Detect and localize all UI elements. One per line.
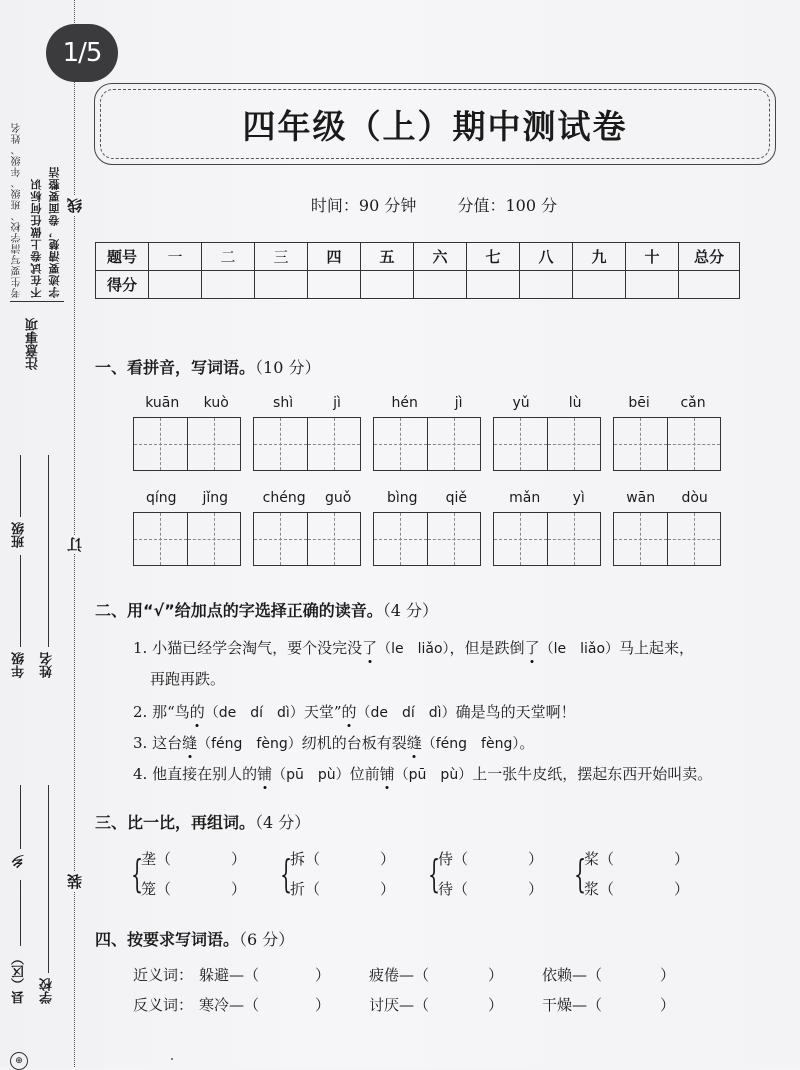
pronunciation-options[interactable]: （pū pù）: [394, 767, 473, 783]
score-cell[interactable]: [202, 271, 255, 299]
score-cell[interactable]: [308, 271, 361, 299]
close-paren: ）: [488, 996, 504, 1014]
compare-pair: { 垄（ 笼（ ） ）: [131, 850, 247, 898]
cut-mark-bind: 订: [66, 537, 84, 552]
score-row-header: 得分: [96, 271, 149, 299]
dotted-char: 了: [524, 639, 540, 657]
writing-grid[interactable]: [253, 417, 361, 471]
synonym-item: 依赖—（: [542, 966, 603, 984]
section-3-title: [95, 810, 310, 833]
col-3: 三: [255, 243, 308, 271]
question-2-3: 3. 这台缝（féng fèng）纫机的台板有裂缝（féng fèng）。: [133, 734, 535, 752]
close-paren: ）: [660, 966, 676, 984]
binding-dotted-line: [74, 0, 75, 1067]
score-table-score-row: [96, 271, 740, 299]
col-6: 六: [414, 243, 467, 271]
school-label: 学校: [40, 978, 55, 1004]
question-2-1: 1. 小猫已经学会淘气，要个没完没了（le liǎo），但是跌倒了（le liǎo）马上起来，: [133, 639, 695, 657]
name-input-line[interactable]: [48, 455, 49, 647]
section-2-points: （4 分）: [382, 601, 438, 620]
section-4-points: （6 分）: [239, 930, 295, 949]
writing-grid[interactable]: [373, 417, 481, 471]
total-points: 分值：100 分: [457, 196, 558, 215]
question-number-header: 题号: [96, 243, 149, 271]
pinyin: mǎn: [509, 490, 541, 506]
pinyin: bìng: [387, 490, 418, 506]
writing-grid[interactable]: [493, 512, 601, 566]
note-line-1: 考生要写清学校、班级、年级、姓名: [12, 122, 23, 298]
pronunciation-options[interactable]: （féng fèng）: [421, 736, 520, 752]
score-cell[interactable]: [149, 271, 202, 299]
township-input-line[interactable]: [20, 785, 21, 849]
col-5: 五: [361, 243, 414, 271]
pinyin: chéng: [262, 490, 306, 506]
cut-mark-line: 线: [66, 198, 84, 213]
notes-block: [6, 88, 64, 298]
close-paren: ）: [315, 966, 331, 984]
cut-mark-staple: 装: [66, 874, 84, 889]
writing-grid[interactable]: [133, 512, 241, 566]
pinyin: wān: [626, 490, 656, 506]
pinyin-item: [493, 395, 601, 471]
question-2-2: 2. 那“鸟的（de dí dì）天堂”的（de dí dì）确是鸟的天堂啊！: [133, 703, 576, 721]
col-1: 一: [149, 243, 202, 271]
pronunciation-options[interactable]: （de dí dì）: [204, 705, 304, 721]
writing-grid[interactable]: [613, 512, 721, 566]
antonym-item: 干燥—（: [542, 996, 603, 1014]
pinyin: kuò: [203, 395, 229, 411]
print-speck: [171, 1058, 173, 1060]
county-input-line[interactable]: [20, 880, 21, 946]
township-label: 乡: [12, 855, 27, 868]
score-cell[interactable]: [520, 271, 573, 299]
dotted-char: 了: [362, 639, 378, 657]
score-table-header-row: [96, 243, 740, 271]
dotted-char: 铺: [379, 765, 395, 783]
section-3-label: 三、比一比，再组词。: [95, 813, 256, 832]
section-4-label: 四、按要求写词语。: [95, 930, 240, 949]
col-7: 七: [467, 243, 520, 271]
pinyin-item: [613, 395, 721, 471]
compare-pair: { 桨（ 浆（ ） ）: [574, 850, 690, 898]
dotted-char: 的: [189, 703, 205, 721]
pinyin-item: [613, 490, 721, 566]
notes-heading: 注意事项: [26, 318, 41, 370]
score-cell[interactable]: [573, 271, 626, 299]
section-4-title: [95, 927, 294, 950]
col-8: 八: [520, 243, 573, 271]
section-1-title: [95, 355, 320, 378]
name-label: 姓名: [40, 652, 55, 678]
col-2: 二: [202, 243, 255, 271]
dotted-char: 缝: [182, 734, 198, 752]
question-2-1-continued: 再跑再跌。: [150, 670, 226, 688]
brace-icon: {: [280, 852, 293, 896]
score-cell[interactable]: [626, 271, 679, 299]
page-counter-badge: 1/5: [46, 24, 118, 82]
score-cell[interactable]: [255, 271, 308, 299]
notes-divider: [10, 301, 64, 302]
close-paren: ）: [315, 996, 331, 1014]
question-2-4: 4. 他直接在别人的铺（pū pù）位前铺（pū pù）上一张牛皮纸，摆起东西开始叫卖。: [133, 765, 713, 783]
section-2-label: 二、用“√”给加点的字选择正确的读音。: [95, 601, 383, 620]
score-cell[interactable]: [414, 271, 467, 299]
pinyin: jì: [333, 395, 341, 411]
compare-pair: { 侍（ 待（ ） ）: [428, 850, 544, 898]
exam-meta: [94, 193, 774, 216]
synonym-item: 躲避—（: [199, 966, 260, 984]
antonym-item: 讨厌—（: [369, 996, 430, 1014]
county-label: 县（区）: [12, 952, 27, 1004]
writing-grid[interactable]: [253, 512, 361, 566]
close-paren: ）: [488, 966, 504, 984]
brace-icon: {: [428, 852, 441, 896]
pinyin: jǐng: [202, 490, 229, 506]
pronunciation-options[interactable]: （de dí dì）: [356, 705, 456, 721]
pinyin: yǔ: [512, 395, 530, 411]
total-score-cell[interactable]: [679, 271, 740, 299]
writing-grid[interactable]: [133, 417, 241, 471]
synonym-item: 疲倦—（: [369, 966, 430, 984]
pinyin: dòu: [681, 490, 708, 506]
col-10: 十: [626, 243, 679, 271]
antonym-label: 反义词：: [133, 996, 194, 1014]
writing-grid[interactable]: [493, 417, 601, 471]
pinyin: jì: [454, 395, 463, 411]
synonym-label: 近义词：: [133, 966, 194, 984]
pinyin: cǎn: [680, 395, 706, 411]
total-header: 总分: [679, 243, 740, 271]
publisher-logo-icon: ⊕: [10, 1052, 28, 1070]
title-frame: [94, 83, 776, 165]
pinyin: kuān: [145, 395, 180, 411]
pronunciation-options[interactable]: （pū pù）: [272, 767, 350, 783]
school-input-line[interactable]: [48, 785, 49, 973]
pinyin-item: [373, 490, 481, 566]
section-2-title: [95, 598, 438, 621]
pinyin-item: [493, 490, 601, 566]
dotted-char: 缝: [406, 734, 422, 752]
dotted-char: 的: [341, 703, 357, 721]
compare-pair: { 拆（ 折（ ） ）: [280, 850, 396, 898]
writing-grid[interactable]: [613, 417, 721, 471]
time-limit: 时间：90 分钟: [310, 196, 417, 215]
pinyin-item: [133, 490, 241, 566]
grade-input-line[interactable]: [20, 555, 21, 647]
pronunciation-options[interactable]: （le liǎo）: [539, 641, 620, 657]
pronunciation-options[interactable]: （féng fèng）: [197, 736, 302, 752]
section-3-points: （4 分）: [255, 813, 311, 832]
grade-label: 年级: [12, 652, 27, 678]
pinyin-item: [253, 395, 361, 471]
pinyin: qíng: [145, 490, 177, 506]
brace-icon: {: [574, 852, 587, 896]
pinyin: qiě: [445, 490, 467, 506]
brace-icon: {: [131, 852, 144, 896]
col-9: 九: [573, 243, 626, 271]
pinyin-item: [133, 395, 241, 471]
pinyin: bēi: [628, 395, 650, 411]
pinyin-item: [373, 395, 481, 471]
pinyin: lù: [568, 395, 582, 411]
class-input-line[interactable]: [20, 455, 21, 517]
section-1-label: 一、看拼音，写词语。: [95, 358, 256, 377]
note-line-2: 不在试卷上做任何标识: [30, 178, 43, 298]
pronunciation-options[interactable]: （le liǎo）: [377, 641, 450, 657]
title-inner-frame: [100, 89, 770, 159]
writing-grid[interactable]: [373, 512, 481, 566]
col-4: 四: [308, 243, 361, 271]
page-title: 四年级（上）期中测试卷: [242, 106, 628, 146]
antonym-item: 寒冷—（: [199, 996, 260, 1014]
pinyin: yì: [572, 490, 585, 506]
pinyin: hén: [391, 395, 418, 411]
score-cell[interactable]: [467, 271, 520, 299]
class-label: 班级: [12, 522, 27, 548]
score-table: [95, 242, 740, 299]
score-cell[interactable]: [361, 271, 414, 299]
section-1-points: （10 分）: [255, 358, 321, 377]
dotted-char: 铺: [257, 765, 273, 783]
note-line-3: 字迹要清楚，卷面要整洁: [48, 166, 61, 298]
close-paren: ）: [660, 996, 676, 1014]
pinyin: shì: [273, 395, 294, 411]
pinyin: guǒ: [324, 490, 352, 506]
pinyin-item: [253, 490, 361, 566]
